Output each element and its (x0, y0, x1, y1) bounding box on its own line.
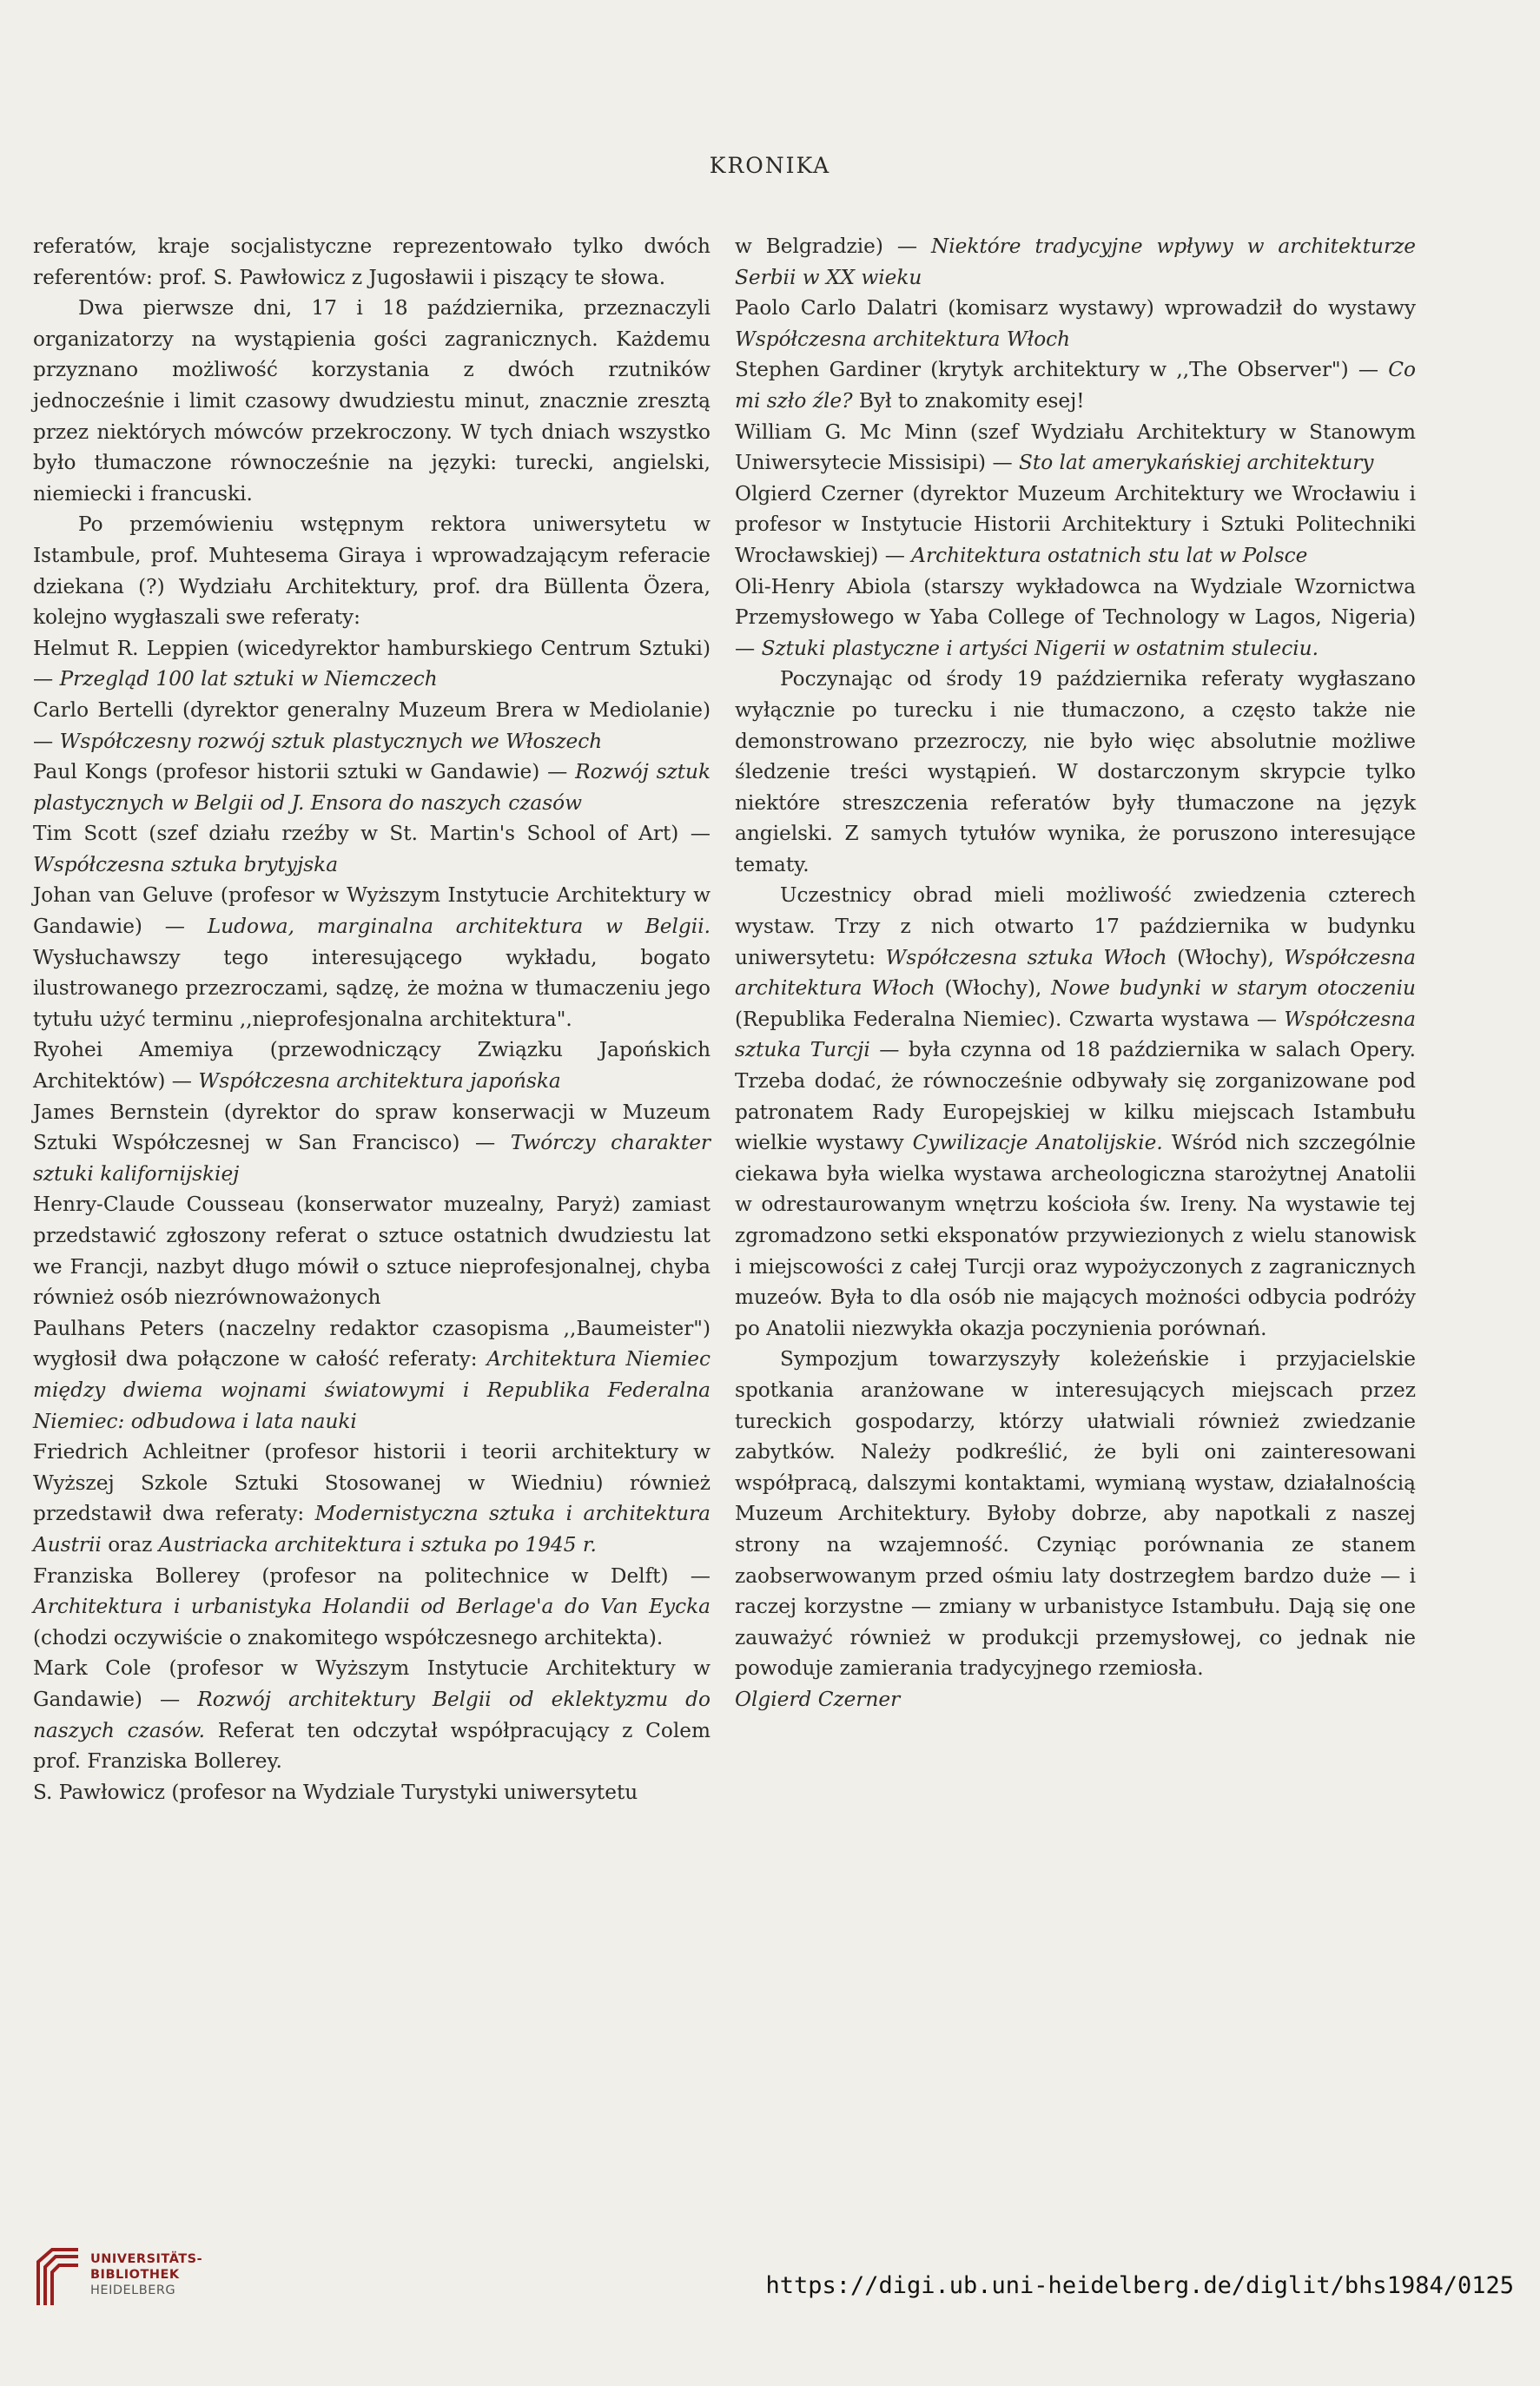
logo-line-2: BIBLIOTHEK (90, 2268, 180, 2282)
source-url[interactable]: https://digi.ub.uni-heidelberg.de/diglit/bhs1984/0125 (765, 2272, 1514, 2299)
lecture-entry (735, 572, 1416, 664)
entry-text: Friedrich Achleitner (profesor historii i teorii architektury w Wyższej Szkole Sztuki Stosowanej w Wiedniu) również przedstawił dwa referaty: (33, 1440, 711, 1526)
entry-text: S. Pawłowicz (profesor na Wydziale Turystyki uniwersytetu (33, 1780, 638, 1804)
lecture-entry (735, 231, 1416, 293)
entry-text: (Włochy), (1167, 945, 1285, 969)
entry-text: Mark Cole (profesor w Wyższym Instytucie Architektury w Gandawie) — (33, 1656, 711, 1711)
left-column (33, 231, 711, 1808)
work-title: Ludowa, marginalna architektura w Belgii. (207, 915, 711, 939)
lecture-entry (33, 695, 711, 757)
lecture-entry (33, 1561, 711, 1654)
entry-text: — była czynna od 18 października w salach Opery. Trzeba dodać, że równocześnie odbywały się zorganizowane pod patronatem Rady Europejskiej w kilku miejscach Istambułu wielkie wystawy (735, 1038, 1416, 1155)
lecture-entry (33, 818, 711, 880)
lecture-entry (33, 633, 711, 695)
work-title: Współczesna sztuka brytyjska (33, 852, 339, 876)
footer (0, 2178, 1540, 2386)
work-title: Twórczy charakter sztuki kalifornijskiej (33, 1131, 711, 1186)
entry-text: Carlo Bertelli (dyrektor generalny Muzeum Brera w Mediolanie) — (33, 697, 711, 753)
entry-text: Referat ten odczytał współpracujący z Colem prof. Franziska Bollerey. (33, 1718, 711, 1774)
logo-line-1: UNIVERSITÄTS- (90, 2252, 203, 2266)
entry-text: (Włochy), (935, 976, 1052, 1001)
work-title: Nowe budynki w starym otoczeniu (1051, 976, 1416, 1001)
work-title: Niektóre tradycyjne wpływy w architekturze Serbii w XX wieku (735, 235, 1417, 289)
entry-text: Paul Kongs (profesor historii sztuki w Gandawie) — (33, 760, 576, 784)
entry-text: Paolo Carlo Dalatri (komisarz wystawy) wprowadził do wystawy (735, 296, 1416, 321)
paragraph: Po przemówieniu wstępnym rektora uniwersytetu w Istambule, prof. Muhtesema Giraya i wprowadzającym referacie dziekana (?) Wydziału Architektury, prof. dra Büllenta Özera, kolejno wygłaszali swe referaty: (33, 512, 711, 630)
lecture-entry (33, 757, 711, 818)
work-title: Architektura i urbanistyka Holandii od Berlage'a do Van Eycka (33, 1595, 711, 1619)
page-header (0, 153, 1540, 178)
work-title: Co mi szło źle? (735, 358, 1416, 413)
entry-text: Johan van Geluve (profesor w Wyższym Instytucie Architektury w Gandawie) — (33, 883, 711, 939)
entry-text: (chodzi oczywiście o znakomitego współczesnego architekta). (33, 1625, 664, 1649)
work-title: Architektura Niemiec między dwiema wojnami światowymi i Republika Federalna Niemiec: odbudowa i lata nauki (33, 1347, 711, 1433)
paragraph: Sympozjum towarzyszyły koleżeńskie i przyjacielskie spotkania aranżowane w interesujących miejscach przez tureckich gospodarzy, którzy ułatwiali również zwiedzanie zabytków. Należy podkreślić, że byli oni zainteresowani współpracą, dalszymi kontaktami, wymianą wystaw, działalnością Muzeum Architektury. Byłoby dobrze, aby napotkali z naszej strony na wzajemność. Czyniąc porównania ze stanem zaobserwowanym przed ośmiu laty dostrzegłem bardzo duże — i raczej korzystne — zmiany w urbanistyce Istambułu. Dają się one zauważyć również w produkcji przemysłowej, co jednak nie powoduje zamierania tradycyjnego rzemiosła. (735, 1347, 1416, 1681)
entry-text: Paulhans Peters (naczelny redaktor czasopisma ,,Baumeister") wygłosił dwa połączone w całość referaty: (33, 1316, 711, 1371)
paragraph: referatów, kraje socjalistyczne reprezentowało tylko dwóch referentów: prof. S. Pawłowicz z Jugosławii i piszący te słowa. (33, 235, 711, 289)
work-title: Rozwój sztuk plastycznych w Belgii od J. Ensora do naszych czasów (33, 760, 711, 815)
work-title: Współczesna sztuka Turcji (735, 1007, 1416, 1062)
paragraph: Poczynając od środy 19 października referaty wygłaszano wyłącznie po turecku i nie tłumaczono, a często także nie demonstrowano przezroczy, nie było więc absolutnie możliwe śledzenie treści wystąpień. W dostarczonym skrypcie tylko niektóre streszczenia referatów były tłumaczone na język angielski. Z samych tytułów wynika, że poruszono interesujące tematy. (735, 667, 1416, 876)
entry-text: Oli-Henry Abiola (starszy wykładowca na Wydziale Wzornictwa Przemysłowego w Yaba College of Technology w Lagos, Nigeria) — (735, 574, 1416, 660)
entry-text: Franziska Bollerey (profesor na politechnice w Delft) — (33, 1563, 711, 1588)
entry-text: Wśród nich szczególnie ciekawa była wielka wystawa archeologiczna starożytnej Anatolii w odrestaurowanym wnętrzu kościoła św. Ireny. Na wystawie tej zgromadzono setki eksponatów przywiezionych z wielu stanowisk i miejscowości z całej Turcji oraz wypożyczonych z zagranicznych muzeów. Była to dla osób nie mających możności odbycia podróży po Anatolii niezwykła okazja poczynienia porównań. (735, 1131, 1416, 1340)
logo-line-3: HEIDELBERG (90, 2284, 176, 2297)
work-title: Współczesna architektura Włoch (735, 327, 1071, 351)
entry-text: Olgierd Czerner (dyrektor Muzeum Architektury we Wrocławiu i profesor w Instytucie Historii Architektury i Sztuki Politechniki Wrocławskiej) — (735, 481, 1416, 567)
entry-text: Był to znakomity esej! (852, 388, 1085, 413)
work-title: Austriacka architektura i sztuka po 1945 r. (158, 1532, 597, 1557)
lecture-entry (735, 479, 1416, 572)
work-title: Sztuki plastyczne i artyści Nigerii w ostatnim stuleciu. (761, 636, 1319, 660)
paragraph: Dwa pierwsze dni, 17 i 18 października, przeznaczyli organizatorzy na wystąpienia gości zagranicznych. Każdemu przyznano możliwość korzystania z dwóch rzutników jednocześnie i limit czasowy dwudziestu minut, znacznie zresztą przez niektórych mówców przekroczony. W tych dniach wszystko było tłumaczone równocześnie na języki: turecki, angielski, niemiecki i francuski. (33, 296, 711, 506)
entry-text: Tim Scott (szef działu rzeźby w St. Martin's School of Art) — (33, 822, 711, 846)
entry-text: Henry-Claude Cousseau (konserwator muzealny, Paryż) zamiast przedstawić zgłoszony referat o sztuce ostatnich dwudziestu lat we Francji, nazbyt długo mówił o sztuce nieprofesjonalnej, chyba również osób niezrównoważonych (33, 1193, 711, 1310)
work-title: Cywilizacje Anatolijskie. (912, 1131, 1163, 1155)
lecture-entry (33, 880, 711, 1034)
work-title: Współczesna architektura japońska (198, 1069, 561, 1094)
lecture-entry (735, 354, 1416, 416)
work-title: Modernistyczna sztuka i architektura Austrii (33, 1502, 711, 1557)
work-title: Współczesna sztuka Włoch (885, 945, 1167, 969)
work-title: Rozwój architektury Belgii od eklektyzmu do naszych czasów. (33, 1687, 711, 1742)
work-title: Przegląd 100 lat sztuki w Niemczech (59, 667, 438, 691)
lecture-entry (735, 293, 1416, 354)
entry-text: Wysłuchawszy tego interesującego wykładu, bogato ilustrowanego przezroczami, sądzę, że można w tłumaczeniu jego tytułu użyć terminu ,,nieprofesjonalna architektura". (33, 945, 711, 1031)
lecture-entry (33, 1437, 711, 1560)
author-signature: Olgierd Czerner (735, 1687, 901, 1711)
right-column (735, 231, 1416, 1715)
entry-text: (Republika Federalna Niemiec). Czwarta wystawa — (735, 1007, 1285, 1031)
lecture-entry (735, 880, 1416, 1344)
lecture-entry (33, 1653, 711, 1776)
work-title: Sto lat amerykańskiej architektury (1019, 451, 1374, 475)
lecture-entry (33, 1313, 711, 1437)
library-logo-text (90, 2251, 202, 2298)
entry-text: Helmut R. Leppien (wicedyrektor hamburskiego Centrum Sztuki) — (33, 636, 711, 691)
work-title: Architektura ostatnich stu lat w Polsce (911, 543, 1308, 567)
lecture-entry (735, 417, 1416, 479)
lecture-entry (33, 1777, 711, 1808)
entry-text: William G. Mc Minn (szef Wydziału Architektury w Stanowym Uniwersytecie Missisipi) — (735, 420, 1416, 475)
entry-text: Stephen Gardiner (krytyk architektury w ,,The Observer") — (735, 358, 1389, 382)
entry-text: Uczestnicy obrad mieli możliwość zwiedzenia czterech wystaw. Trzy z nich otwarto 17 października w budynku uniwersytetu: (735, 883, 1416, 969)
work-title: Współczesny rozwój sztuk plastycznych we Włoszech (59, 729, 603, 753)
running-title: KRONIKA (709, 153, 831, 178)
lecture-entry (33, 1189, 711, 1312)
lecture-entry (33, 1034, 711, 1096)
entry-text: James Bernstein (dyrektor do spraw konserwacji w Muzeum Sztuki Współczesnej w San Francisco) — (33, 1100, 711, 1155)
entry-text: w Belgradzie) — (735, 235, 931, 258)
lecture-entry (33, 1097, 711, 1190)
library-logo-icon (33, 2244, 83, 2309)
entry-text: Ryohei Amemiya (przewodniczący Związku Japońskich Architektów) — (33, 1038, 711, 1094)
entry-text: oraz (101, 1532, 159, 1557)
work-title: Współczesna architektura Włoch (735, 945, 1416, 1001)
